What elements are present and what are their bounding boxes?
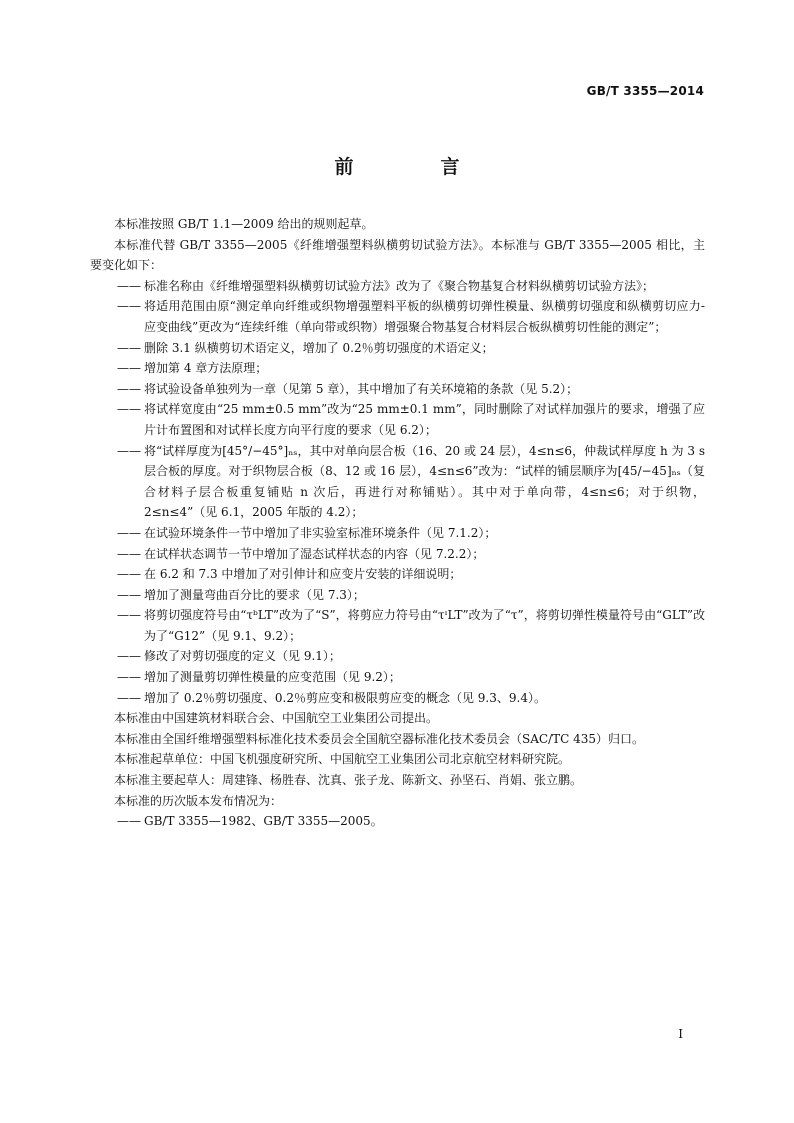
list-item-text: 删除 3.1 纵横剪切术语定义，增加了 0.2％剪切强度的术语定义； (144, 340, 494, 355)
list-item-text: 增加了 0.2％剪切强度、0.2％剪应变和极限剪应变的概念（见 9.3、9.4）。 (144, 690, 546, 705)
dash-marker: —— (117, 443, 141, 458)
paragraph-main-drafters: 本标准主要起草人：周建锋、杨胜春、沈真、张子龙、陈新文、孙坚石、肖娟、张立鹏。 (114, 773, 583, 788)
dash-marker: —— (117, 546, 141, 561)
list-item (90, 358, 705, 379)
list-item-text: 将适用范围由原“测定单向纤维或织物增强塑料平板的纵横剪切弹性模量、纵横剪切强度和纵横剪切应力-应变曲线”更改为“连续纤维（单向带或织物）增强聚合物基复合材料层合板纵横剪切性能的测定”； (144, 299, 705, 334)
list-item (90, 523, 705, 544)
list-item-text: 将试验设备单独列为一章（见第 5 章），其中增加了有关环境箱的条款（见 5.2）； (144, 381, 579, 396)
list-item (90, 544, 705, 565)
page-number: I (678, 1027, 683, 1041)
page-title: 前 言 (334, 156, 494, 178)
paragraph-proposed-by: 本标准由中国建筑材料联合会、中国航空工业集团公司提出。 (114, 711, 439, 726)
list-item (90, 399, 705, 440)
dash-marker: —— (117, 690, 141, 705)
paragraph-history-intro: 本标准的历次版本发布情况为： (114, 793, 283, 808)
list-item-text: 增加了测量弯曲百分比的要求（见 7.3）； (144, 587, 365, 602)
dash-marker: —— (117, 361, 141, 376)
change-list (90, 276, 705, 708)
list-item (90, 585, 705, 606)
dash-marker: —— (117, 299, 141, 314)
document-body (90, 214, 705, 832)
list-item-text: 将剪切强度符号由“τᵇLT”改为了“S”，将剪应力符号由“τᶦLT”改为了“τ”，将剪切弹性模量符号由“GLT”改为了“G12”（见 9.1、9.2）； (144, 608, 705, 643)
list-item (90, 296, 705, 337)
list-item-text: 将试样宽度由“25 mm±0.5 mm”改为“25 mm±0.1 mm”，同时删除了对试样加强片的要求，增强了应片计布置图和对试样长度方向平行度的要求（见 6.2）； (144, 402, 705, 437)
dash-marker: —— (117, 670, 141, 685)
list-item (90, 276, 705, 297)
paragraph-under-jurisdiction: 本标准由全国纤维增强塑料标准化技术委员会全国航空器标准化技术委员会（SAC/TC 435）归口。 (114, 731, 645, 746)
paragraph-drafting-rules: 本标准按照 GB/T 1.1—2009 给出的规则起草。 (114, 217, 374, 231)
list-item (90, 667, 705, 688)
list-item (90, 379, 705, 400)
history-item (90, 811, 705, 832)
dash-marker: —— (117, 608, 141, 623)
list-item (90, 338, 705, 359)
list-item (90, 688, 705, 709)
list-item-text: 在试验环境条件一节中增加了非实验室标准环境条件（见 7.1.2）； (144, 525, 497, 540)
dash-marker: —— (117, 402, 141, 417)
list-item (90, 605, 705, 646)
dash-marker: —— (117, 814, 141, 829)
dash-marker: —— (117, 278, 141, 293)
dash-marker: —— (117, 567, 141, 582)
list-item (90, 564, 705, 585)
list-item-text: 修改了对剪切强度的定义（见 9.1）； (144, 649, 341, 664)
list-item-text: 在试样状态调节一节中增加了湿态试样状态的内容（见 7.2.2）； (144, 546, 485, 561)
list-item-text: 标准名称由《纤维增强塑料纵横剪切试验方法》改为了《聚合物基复合材料纵横剪切试验方法》； (144, 278, 655, 293)
dash-marker: —— (117, 649, 141, 664)
paragraph-drafting-units: 本标准起草单位：中国飞机强度研究所、中国航空工业集团公司北京航空材料研究院。 (114, 752, 571, 767)
list-item (90, 441, 705, 523)
dash-marker: —— (117, 587, 141, 602)
standard-code: GB/T 3355—2014 (586, 84, 704, 98)
dash-marker: —— (117, 340, 141, 355)
paragraph-replaces: 本标准代替 GB/T 3355—2005《纤维增强塑料纵横剪切试验方法》。本标准与 GB/T 3355—2005 相比，主要变化如下： (90, 237, 705, 273)
list-item-text: 在 6.2 和 7.3 中增加了对引伸计和应变片安装的详细说明； (144, 567, 462, 582)
list-item (90, 646, 705, 667)
list-item-text: 增加了测量剪切弹性模量的应变范围（见 9.2）； (144, 670, 401, 685)
dash-marker: —— (117, 525, 141, 540)
dash-marker: —— (117, 381, 141, 396)
list-item-text: 将“试样厚度为[45°/−45°]ₙₛ，其中对单向层合板（16、20 或 24 层），4≤n≤6，仲裁试样厚度 h 为 3 s 层合板的厚度。对于织物层合板（8、12 或 16 层），4≤n≤6”改为：“试样的铺层顺序为[45/−45]ₙₛ（复合材料子层合板重复铺贴 n 次后，再进行对称铺贴）。其中对于单向带，4≤n≤6；对于织物，2≤n≤4”（见 6.1，2005 年版的 4.2）； (144, 443, 705, 520)
list-item-text: 增加第 4 章方法原理； (144, 361, 268, 376)
history-item-text: GB/T 3355—1982、GB/T 3355—2005。 (144, 814, 383, 829)
